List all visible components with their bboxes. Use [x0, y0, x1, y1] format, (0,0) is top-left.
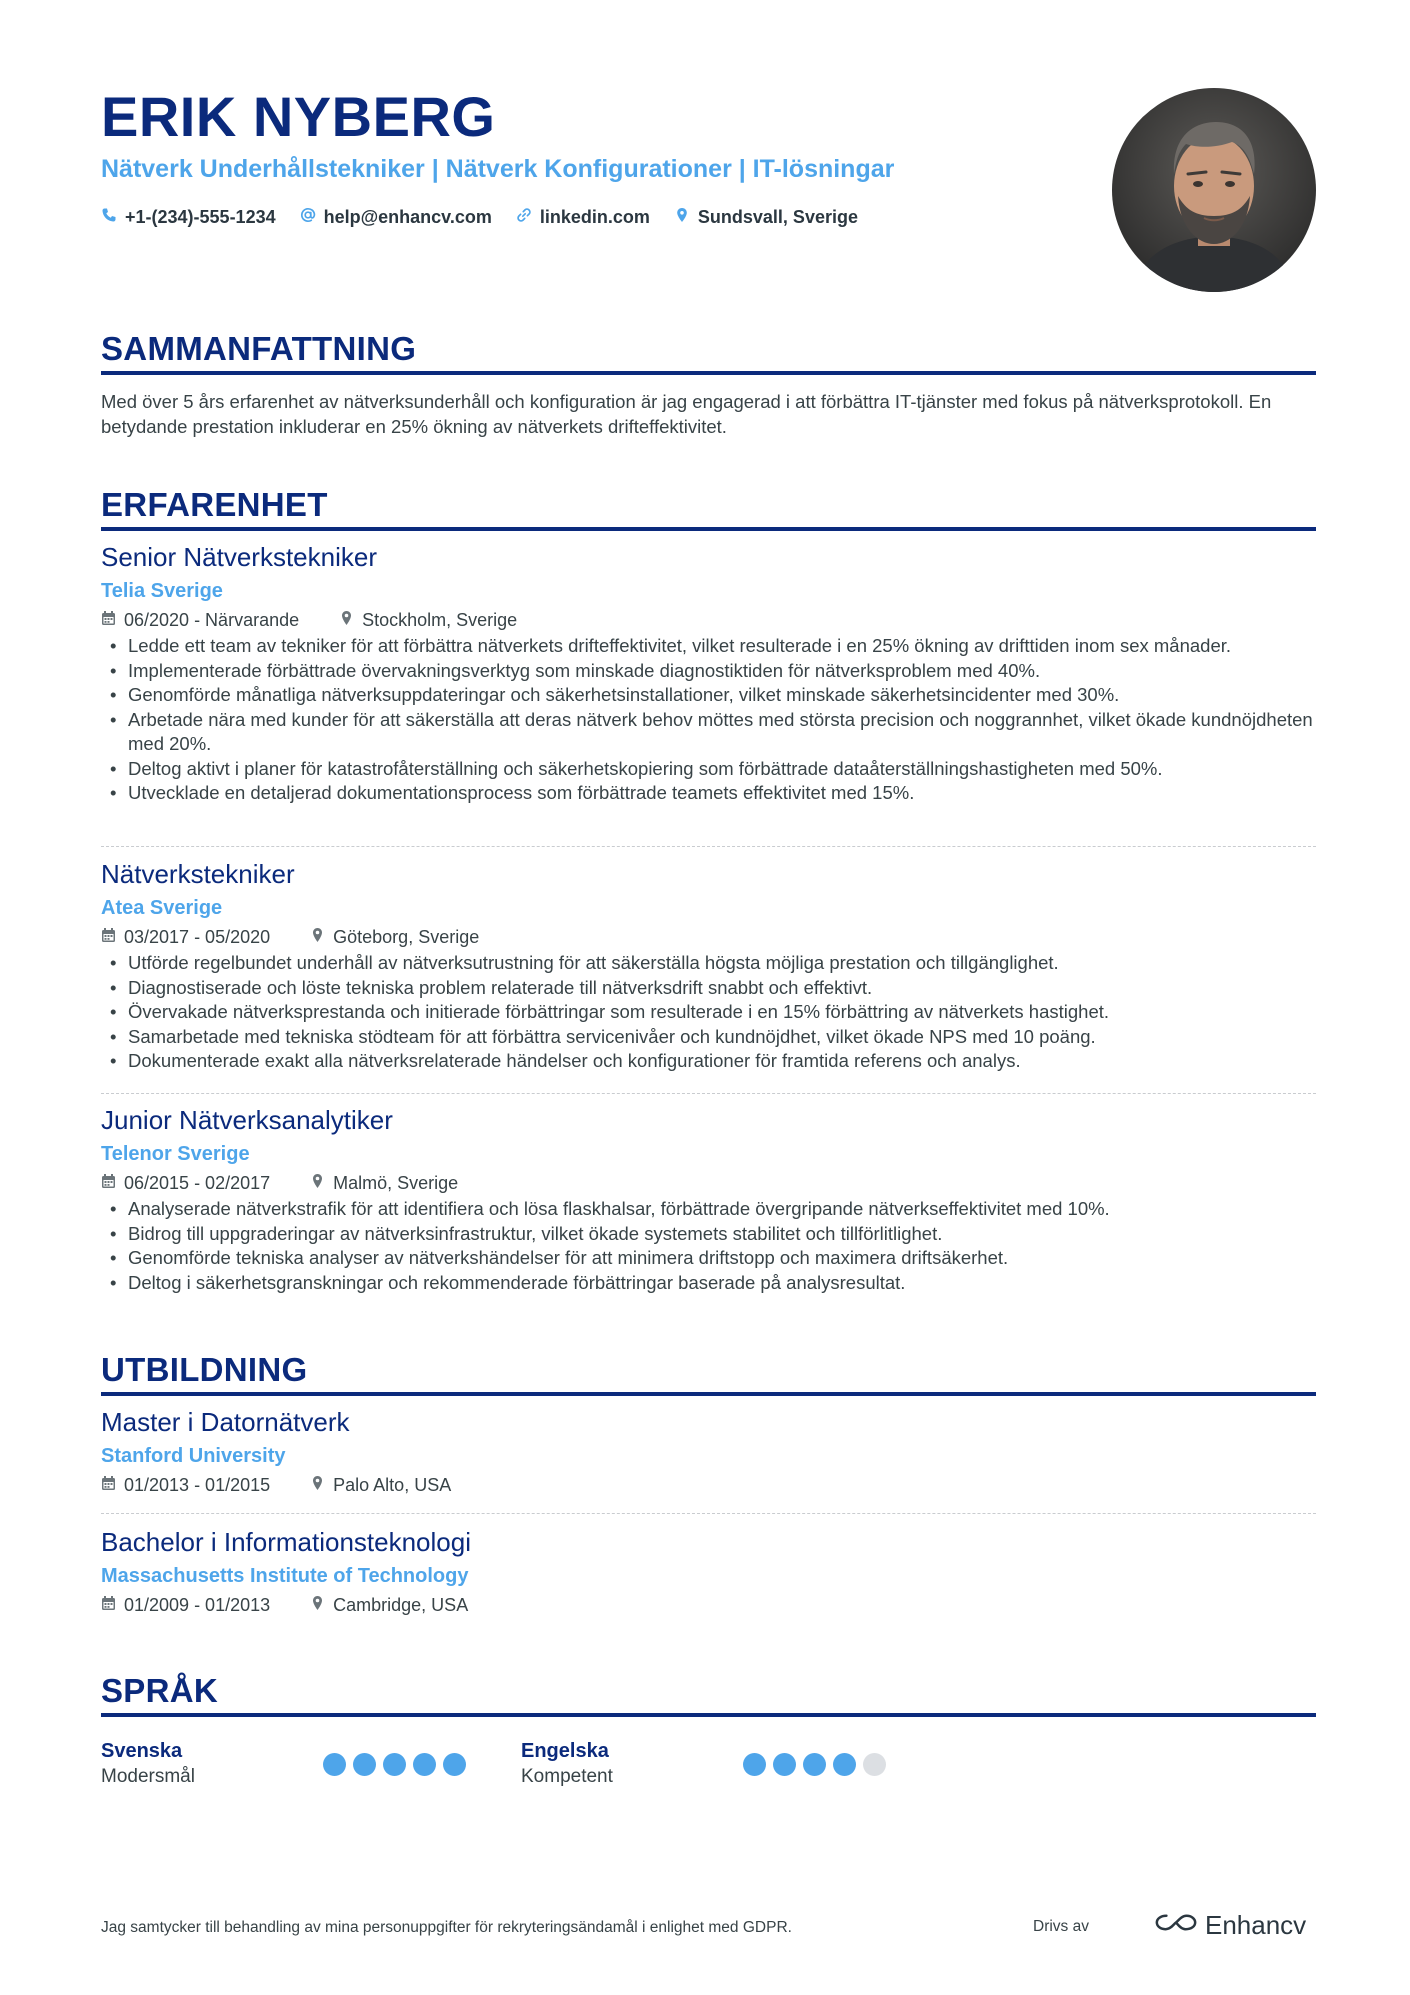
list-item: • Deltog i säkerhetsgranskningar och rekommenderade förbättringar baserade på analysresultat.	[101, 1271, 1316, 1296]
profile-photo	[1112, 88, 1316, 292]
section-divider	[101, 1392, 1316, 1396]
contact-email[interactable]	[300, 204, 492, 230]
list-item: • Övervakade nätverksprestanda och initierade förbättringar som resulterade i en 15% förbättring av nätverkets hastighet.	[101, 1000, 1316, 1025]
school-name: Massachusetts Institute of Technology	[101, 1565, 469, 1587]
job-title: Senior Nätverkstekniker	[101, 542, 377, 572]
date-range: 01/2013 - 01/2015	[124, 1475, 271, 1495]
date-range: 03/2017 - 05/2020	[124, 927, 271, 947]
location-pin-icon	[310, 1472, 325, 1498]
rating-dot	[833, 1753, 856, 1776]
date-range: 01/2009 - 01/2013	[124, 1595, 271, 1615]
calendar-icon	[101, 924, 116, 950]
entry-meta	[101, 924, 1316, 950]
list-item: • Bidrog till uppgraderingar av nätverksinfrastruktur, vilket ökade systemets stabilitet och tillförlitlighet.	[101, 1222, 1316, 1247]
location-pin-icon	[310, 1592, 325, 1618]
list-item: • Samarbetade med tekniska stödteam för att förbättra servicenivåer och kundnöjdhet, vilket ökade NPS med 10 poäng.	[101, 1025, 1316, 1050]
rating-dot	[413, 1753, 436, 1776]
brand-name: Enhancv	[1205, 1910, 1307, 1940]
job-title: Nätverkstekniker	[101, 859, 295, 889]
link-icon	[516, 204, 532, 230]
location-pin-icon	[339, 607, 354, 633]
rating-dot	[323, 1753, 346, 1776]
education-entry	[101, 1525, 1316, 1618]
location-text: Sundsvall, Sverige	[697, 207, 858, 227]
list-item: • Deltog aktivt i planer för katastrofåterställning och säkerhetskopiering som förbättrade dataåterställningshastigheten med 50%.	[101, 757, 1316, 782]
language-rating	[323, 1753, 466, 1776]
list-item: • Diagnostiserade och löste tekniska problem relaterade till nätverksdrift snabbt och effektivt.	[101, 976, 1316, 1001]
linkedin-text: linkedin.com	[539, 207, 650, 227]
calendar-icon	[101, 607, 116, 633]
section-title-summary: SAMMANFATTNING	[101, 330, 417, 367]
list-item: • Genomförde månatliga nätverksuppdateringar och säkerhetsinstallationer, vilket minskade säkerhetsincidenter med 30%.	[101, 683, 1316, 708]
list-item: • Analyserade nätverkstrafik för att identifiera och lösa flaskhalsar, förbättrade övergripande nätverkseffektivitet med 10%.	[101, 1197, 1316, 1222]
section-divider	[101, 371, 1316, 375]
list-item: • Utvecklade en detaljerad dokumentationsprocess som förbättrade teamets effektivitet med 15%.	[101, 781, 1316, 806]
location-pin-icon	[674, 204, 690, 230]
language-name: Engelska	[521, 1740, 609, 1762]
section-title-experience: ERFARENHET	[101, 486, 328, 523]
location-pin-icon	[310, 1170, 325, 1196]
language-item	[101, 1738, 521, 1798]
contact-phone[interactable]	[101, 204, 276, 230]
list-item: • Implementerade förbättrade övervakningsverktyg som minskade diagnostiktiden för nätverksproblem med 40%.	[101, 659, 1316, 684]
contact-bar	[101, 204, 858, 230]
section-title-education: UTBILDNING	[101, 1351, 308, 1388]
language-item	[521, 1738, 941, 1798]
language-level: Kompetent	[521, 1766, 613, 1787]
rating-dot	[863, 1753, 886, 1776]
job-title: Junior Nätverksanalytiker	[101, 1105, 393, 1135]
language-level: Modersmål	[101, 1766, 195, 1787]
achievement-list	[101, 951, 1316, 1074]
achievement-list	[101, 1197, 1316, 1295]
rating-dot	[353, 1753, 376, 1776]
job-location: Stockholm, Sverige	[362, 610, 518, 630]
entry-meta	[101, 1170, 1316, 1196]
summary-text: Med över 5 års erfarenhet av nätverksunderhåll och konfiguration är jag engagerad i att förbättra IT-tjänster med fokus på nätverksprotokoll. En betydande prestation inkluderar en 25% ökning av nätverkets drifteffektivitet.	[101, 391, 1272, 437]
calendar-icon	[101, 1472, 116, 1498]
brand-logo[interactable]	[1153, 1908, 1306, 1942]
rating-dot	[803, 1753, 826, 1776]
list-item: • Ledde ett team av tekniker för att förbättra nätverkets drifteffektivitet, vilket resulterade i en 25% ökning av drifttiden inom sex månader.	[101, 634, 1316, 659]
entry-divider	[101, 1093, 1316, 1094]
achievement-list	[101, 634, 1316, 806]
school-name: Stanford University	[101, 1445, 286, 1467]
candidate-name: ERIK NYBERG	[101, 85, 496, 148]
phone-text: +1-(234)-555-1234	[125, 207, 276, 227]
experience-entry	[101, 857, 1316, 1074]
contact-location	[674, 204, 858, 230]
section-divider	[101, 527, 1316, 531]
language-name: Svenska	[101, 1740, 183, 1762]
entry-divider	[101, 1513, 1316, 1514]
experience-entry	[101, 540, 1316, 806]
at-icon	[300, 204, 316, 230]
phone-icon	[101, 204, 117, 230]
section-divider	[101, 1713, 1316, 1717]
email-text: help@enhancv.com	[323, 207, 492, 227]
list-item: • Dokumenterade exakt alla nätverksrelaterade händelser och konfigurationer för framtida referens och analys.	[101, 1049, 1316, 1074]
company-name: Telia Sverige	[101, 580, 223, 602]
job-location: Malmö, Sverige	[333, 1173, 459, 1193]
school-location: Cambridge, USA	[333, 1595, 469, 1615]
date-range: 06/2020 - Närvarande	[124, 610, 300, 630]
rating-dot	[773, 1753, 796, 1776]
resume-page	[101, 0, 1316, 1995]
school-location: Palo Alto, USA	[333, 1475, 452, 1495]
section-title-languages: SPRÅK	[101, 1672, 219, 1709]
rating-dot	[743, 1753, 766, 1776]
job-location: Göteborg, Sverige	[333, 927, 480, 947]
education-entry	[101, 1405, 1316, 1498]
date-range: 06/2015 - 02/2017	[124, 1173, 271, 1193]
rating-dot	[383, 1753, 406, 1776]
degree-title: Bachelor i Informationsteknologi	[101, 1527, 471, 1557]
language-rating	[743, 1753, 886, 1776]
calendar-icon	[101, 1170, 116, 1196]
contact-linkedin[interactable]	[516, 204, 650, 230]
infinity-logo-icon	[1153, 1908, 1199, 1942]
degree-title: Master i Datornätverk	[101, 1407, 350, 1437]
location-pin-icon	[310, 924, 325, 950]
candidate-headline: Nätverk Underhållstekniker | Nätverk Konfigurationer | IT-lösningar	[101, 155, 895, 183]
entry-divider	[101, 846, 1316, 847]
list-item: • Arbetade nära med kunder för att säkerställa att deras nätverk behov möttes med största precision och noggrannhet, vilket ökade kundnöjdheten med 20%.	[101, 708, 1316, 757]
company-name: Telenor Sverige	[101, 1143, 250, 1165]
list-item: • Utförde regelbundet underhåll av nätverksutrustning för att säkerställa högsta möjliga prestation och tillgänglighet.	[101, 951, 1316, 976]
gdpr-consent: Jag samtycker till behandling av mina personuppgifter för rekryteringsändamål i enlighet med GDPR.	[101, 1919, 792, 1936]
list-item: • Genomförde tekniska analyser av nätverkshändelser för att minimera driftstopp och maximera driftsäkerhet.	[101, 1246, 1316, 1271]
rating-dot	[443, 1753, 466, 1776]
experience-entry	[101, 1103, 1316, 1295]
company-name: Atea Sverige	[101, 897, 223, 919]
entry-meta	[101, 607, 1316, 633]
entry-meta	[101, 1592, 1316, 1618]
entry-meta	[101, 1472, 1316, 1498]
calendar-icon	[101, 1592, 116, 1618]
powered-by-label: Drivs av	[1033, 1918, 1089, 1935]
